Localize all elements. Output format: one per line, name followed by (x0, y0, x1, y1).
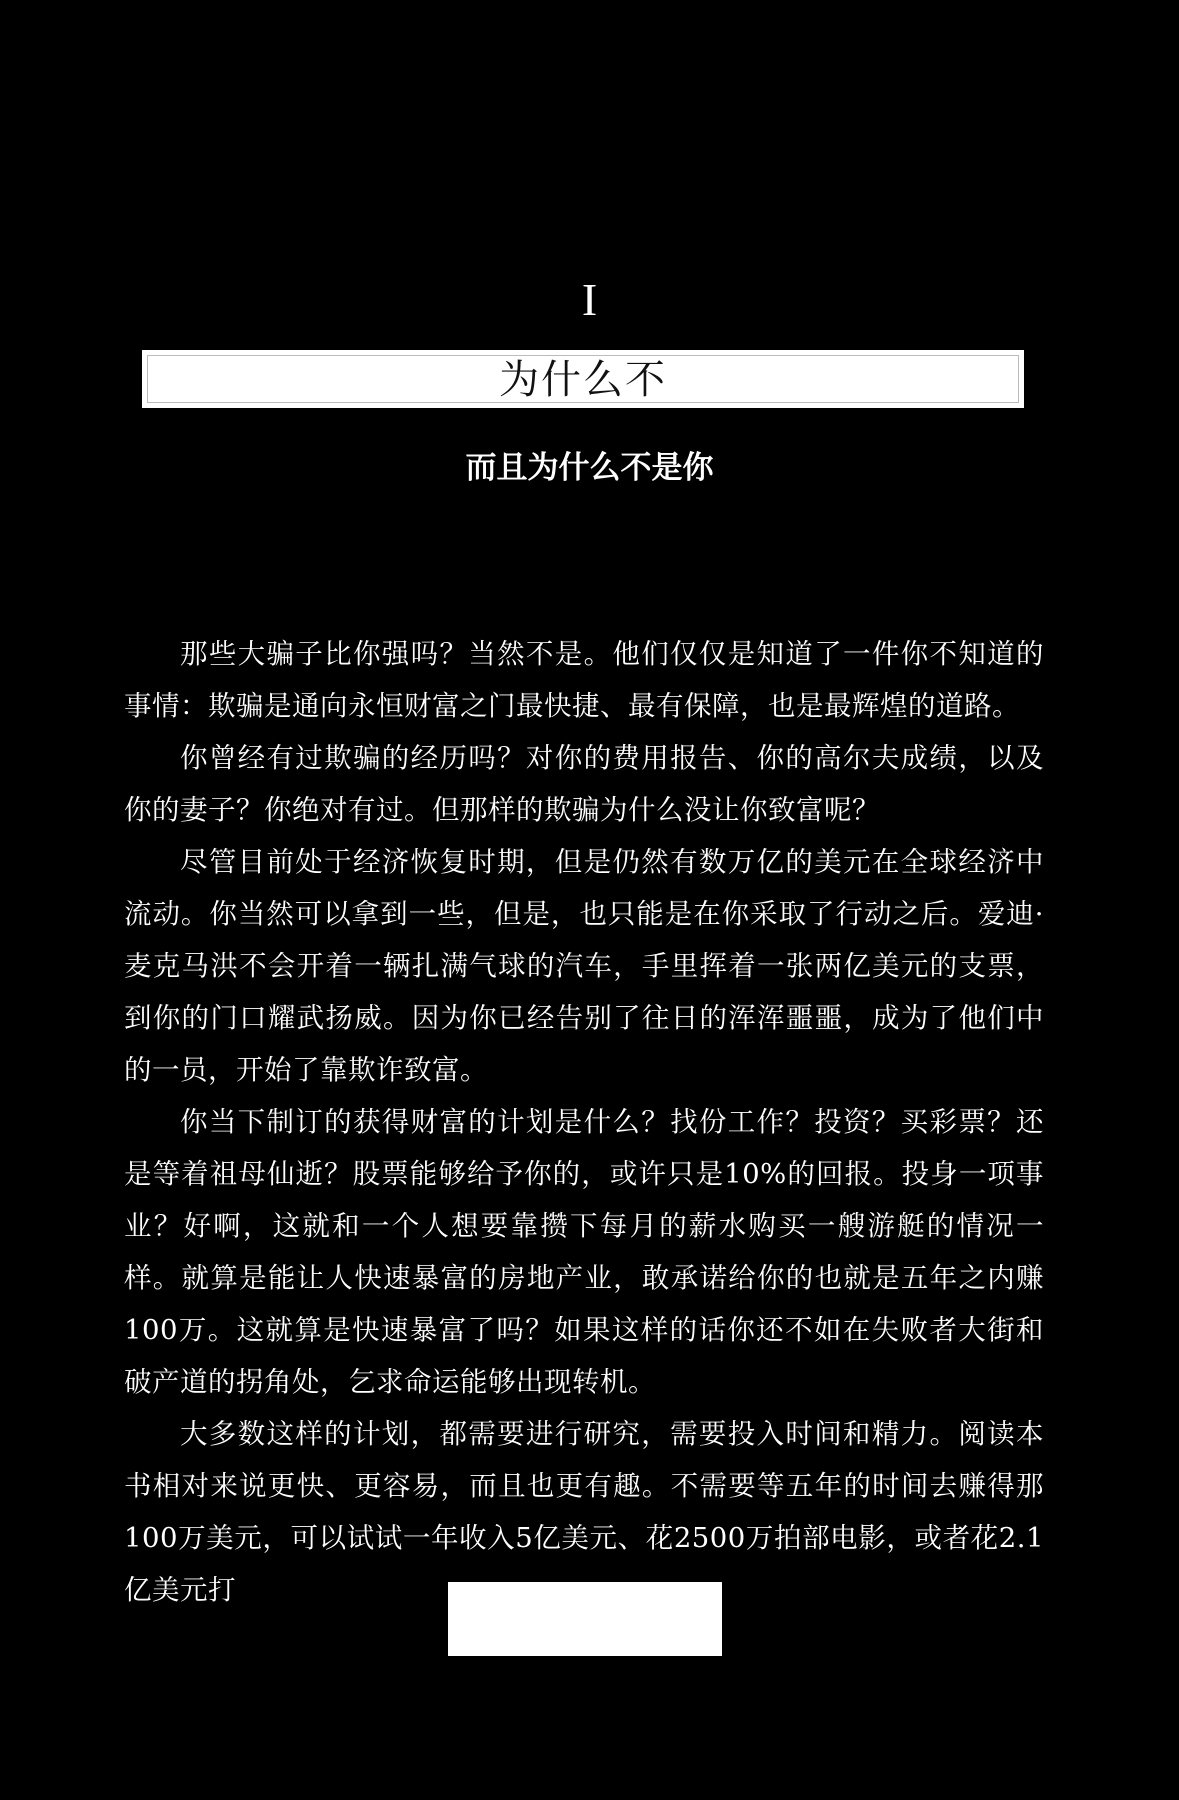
paragraph: 那些大骗子比你强吗？当然不是。他们仅仅是知道了一件你不知道的事情：欺骗是通向永恒财富之门最快捷、最有保障，也是最辉煌的道路。 (124, 638, 1044, 722)
chapter-numeral: I (581, 274, 598, 325)
chapter-title-box (142, 350, 1024, 408)
paragraph: 你当下制订的获得财富的计划是什么？找份工作？投资？买彩票？还是等着祖母仙逝？股票能够给予你的，或许只是10%的回报。投身一项事业？好啊，这就和一个人想要靠攒下每月的薪水购买一艘游艇的情况一样。就算是能让人快速暴富的房地产业，敢承诺给你的也就是五年之内赚100万。这就算是快速暴富了吗？如果这样的话你还不如在失败者大街和破产道的拐角处，乞求命运能够出现转机。 (124, 1106, 1044, 1398)
paragraph: 大多数这样的计划，都需要进行研究，需要投入时间和精力。阅读本书相对来说更快、更容易，而且也更有趣。不需要等五年的时间去赚得那100万美元，可以试试一年收入5亿美元、花2500万拍部电影，或者花2.1亿美元打 (124, 1418, 1044, 1606)
body-text (124, 628, 1044, 1616)
chapter-title: 为什么不 (499, 357, 667, 403)
paragraph: 尽管目前处于经济恢复时期，但是仍然有数万亿的美元在全球经济中流动。你当然可以拿到一些，但是，也只能是在你采取了行动之后。爱迪·麦克马洪不会开着一辆扎满气球的汽车，手里挥着一张两亿美元的支票，到你的门口耀武扬威。因为你已经告别了往日的浑浑噩噩，成为了他们中的一员，开始了靠欺诈致富。 (124, 846, 1044, 1086)
page-number-block (448, 1582, 722, 1656)
chapter-subtitle: 而且为什么不是你 (465, 450, 714, 486)
paragraph: 你曾经有过欺骗的经历吗？对你的费用报告、你的高尔夫成绩，以及你的妻子？你绝对有过。但那样的欺骗为什么没让你致富呢？ (124, 742, 1044, 826)
